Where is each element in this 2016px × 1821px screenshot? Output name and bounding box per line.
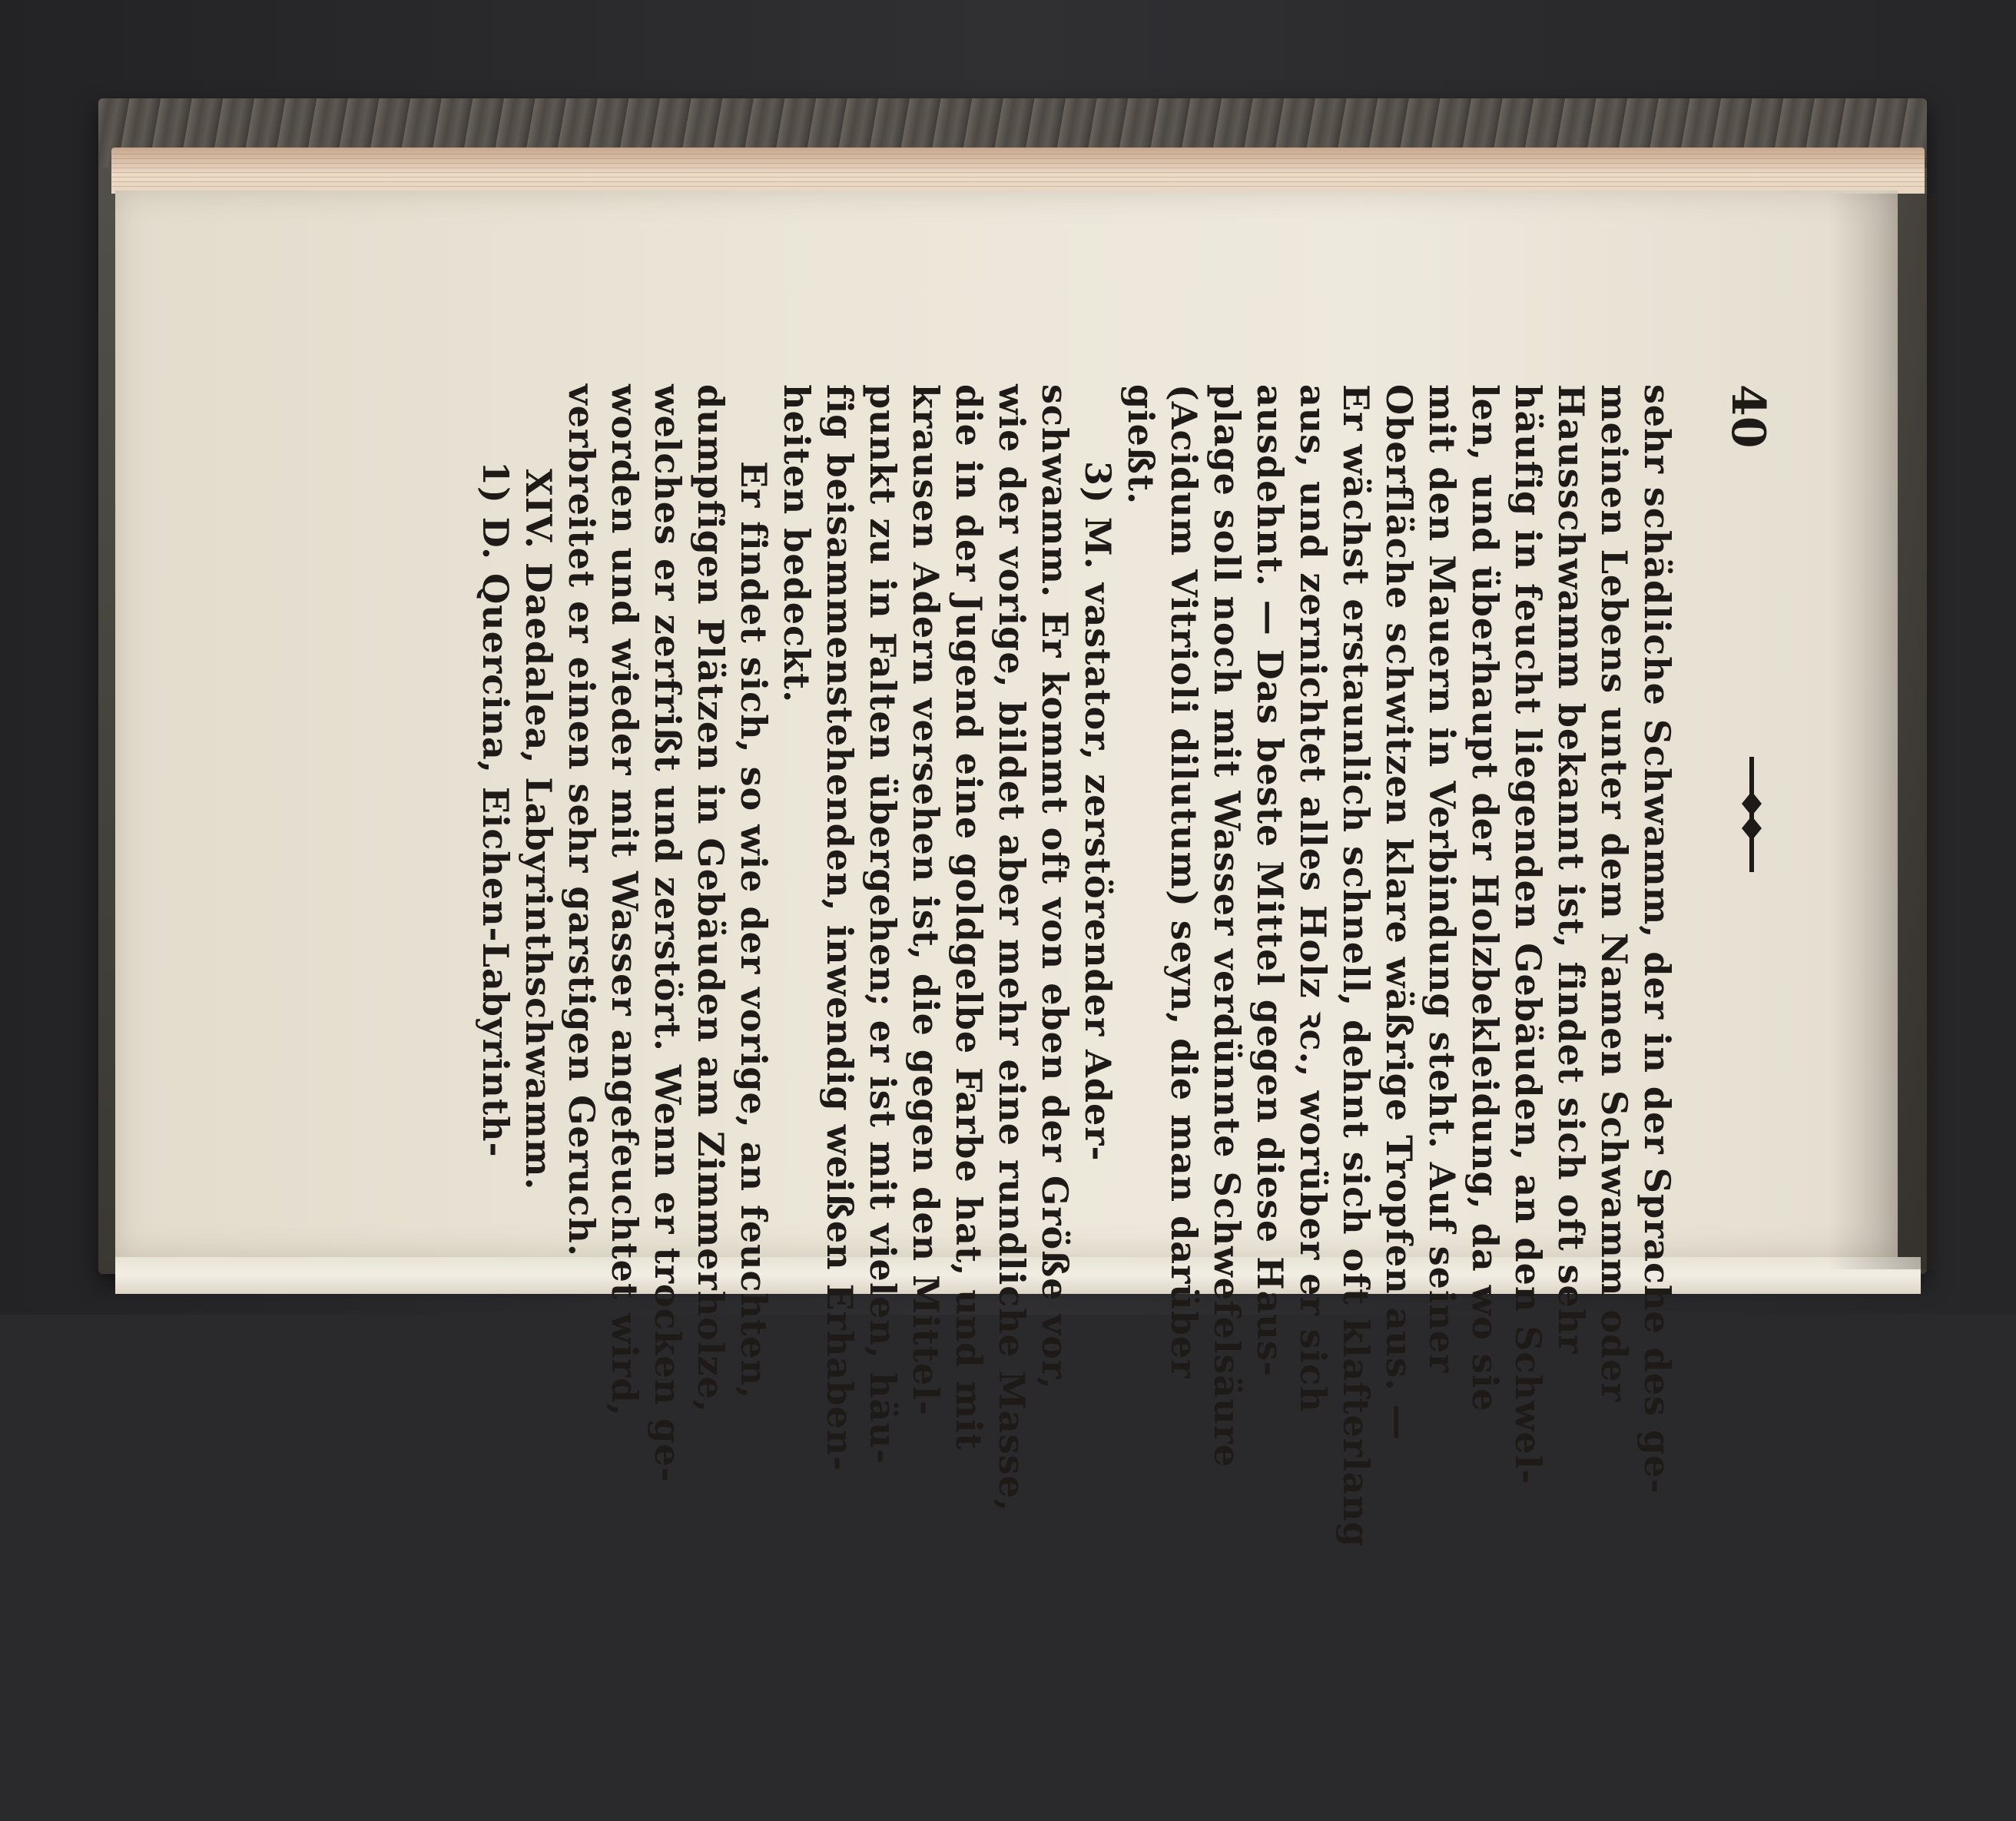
- text-line: schwamm. Er kommt oft von eben der Größe vor,: [1034, 384, 1076, 1390]
- text-line: gießt.: [1120, 384, 1162, 506]
- page-number: 40: [1721, 384, 1775, 449]
- text-line: die in der Jugend eine goldgelbe Farbe hat, und mit: [948, 384, 990, 1451]
- text-line: fig beisammenstehenden, inwendig weißen Erhaben-: [819, 384, 860, 1472]
- text-line: krausen Adern versehen ist, die gegen den Mittel-: [905, 384, 947, 1416]
- text-line: 3) M. vastator, zerstörender Ader-: [1077, 461, 1119, 1162]
- text-line: 1) D. Quercina, Eichen-Labyrinth-: [475, 461, 516, 1158]
- text-line: aus, und zernichtet alles Holz ꝛc., worüber er sich: [1292, 384, 1334, 1413]
- page-stack-lines: [111, 154, 1925, 191]
- page-text-block: [342, 384, 1779, 1547]
- double-dagger-rule-icon: [1732, 753, 1771, 876]
- text-line: Er wächst erstaunlich schnell, dehnt sich oft klafterlang: [1335, 384, 1377, 1547]
- text-line: sehr schädliche Schwamm, der in der Sprache des ge-: [1636, 384, 1678, 1494]
- text-line: punkt zu in Falten übergehen; er ist mit vielen, häu-: [862, 384, 904, 1464]
- text-line: verbreitet er einen sehr garstigen Geruch.: [561, 384, 602, 1257]
- text-line: len, und überhaupt der Holzbekleidung, da wo sie: [1464, 384, 1506, 1412]
- gutter-shadow: [1829, 194, 1936, 1269]
- text-line: heiten bedeckt.: [776, 384, 817, 704]
- section-heading: XIV. Daedalea, Labyrinthschwamm.: [518, 469, 559, 1191]
- text-line: (Acidum Vitrioli dilutum) seyn, die man darüber: [1163, 384, 1205, 1379]
- body-text: [474, 384, 1679, 1821]
- text-line: Er findet sich, so wie der vorige, an feuchten,: [733, 461, 774, 1399]
- text-line: wie der vorige, bildet aber mehr eine rundliche Masse,: [991, 384, 1033, 1512]
- text-line: Oberfläche schwitzen klare wäßrige Tropfen aus. —: [1378, 384, 1420, 1441]
- text-line: worden und wieder mit Wasser angefeuchtet wird,: [604, 384, 645, 1417]
- text-line: mit den Mauern in Verbindung steht. Auf seiner: [1421, 384, 1463, 1374]
- text-line: häufig in feucht liegenden Gebäuden, an den Schwel-: [1507, 384, 1549, 1485]
- text-line: meinen Lebens unter dem Namen Schwamm oder: [1593, 384, 1635, 1402]
- text-line: dumpfigen Plätzen in Gebäuden am Zimmerholze,: [690, 384, 731, 1413]
- text-line: welches er zerfrißt und zerstört. Wenn er trocken ge-: [647, 384, 688, 1483]
- text-line: Hausschwamm bekannt ist, findet sich oft sehr: [1550, 384, 1592, 1355]
- running-head: [1694, 384, 1779, 1245]
- text-line: plage soll noch mit Wasser verdünnte Schwefelsäure: [1206, 384, 1248, 1468]
- text-line: ausdehnt. — Das beste Mittel gegen diese Haus-: [1249, 384, 1291, 1377]
